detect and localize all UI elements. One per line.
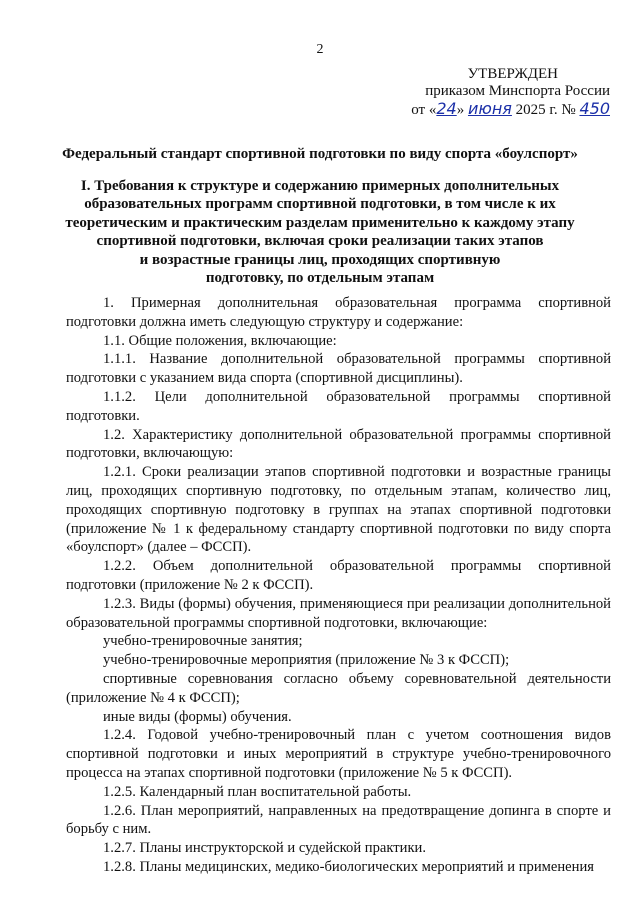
paragraph: 1.2.3. Виды (формы) обучения, применяющиеся при реализации дополнительной образовательной программы спортивной подготовки, включающие:: [66, 595, 611, 631]
paragraph: иные виды (формы) обучения.: [103, 708, 292, 725]
approval-year: 2025 г. №: [515, 102, 576, 118]
section-title-line: теоретическим и практическим разделам применительно к каждому этапу: [65, 214, 575, 231]
paragraph: 1.2. Характеристику дополнительной образовательной программы спортивной подготовки, включающую:: [66, 426, 611, 462]
paragraph: 1.1.1. Название дополнительной образовательной программы спортивной подготовки с указанием вида спорта (спортивной дисциплины).: [66, 351, 611, 387]
section-title-line: образовательных программ спортивной подготовки, в том числе к их: [84, 196, 556, 213]
section-title: [50, 177, 590, 287]
approval-close-quote: »: [456, 102, 465, 118]
paragraph: 1.1.2. Цели дополнительной образовательной программы спортивной подготовки.: [66, 388, 611, 424]
paragraph: 1.2.1. Сроки реализации этапов спортивной подготовки и возрастные границы лиц, проходящих спортивную подготовку, по отдельным этапам, количество лиц, проходящих спортивную подготовку в группах на этапах спортивной подготовки (приложение № 1 к федеральному стандарту спортивной подготовки по виду спорта «боулспорт» (далее – ФССП).: [66, 464, 611, 556]
section-title-line: и возрастные границы лиц, проходящих спортивную: [139, 251, 501, 268]
page-number: 2: [316, 42, 324, 57]
approval-from: от «: [411, 102, 437, 118]
document-body: [66, 294, 611, 877]
paragraph: 1.2.5. Календарный план воспитательной работы.: [103, 783, 412, 800]
paragraph: учебно-тренировочные мероприятия (приложение № 3 к ФССП);: [103, 652, 510, 669]
paragraph: 1. Примерная дополнительная образовательная программа спортивной подготовки должна иметь следующую структуру и содержание:: [66, 295, 611, 330]
handwritten-order-number: 450: [579, 99, 610, 118]
paragraph: 1.2.6. План мероприятий, направленных на предотвращение допинга в спорте и борьбу с ним.: [66, 802, 611, 838]
paragraph: учебно-тренировочные занятия;: [103, 633, 303, 650]
paragraph: 1.1. Общие положения, включающие:: [103, 332, 337, 349]
paragraph: 1.2.2. Объем дополнительной образовательной программы спортивной подготовки (приложение № 2 к ФССП).: [66, 558, 611, 593]
paragraph: 1.2.7. Планы инструкторской и судейской практики.: [103, 840, 426, 857]
approval-order-line: приказом Минспорта России: [425, 83, 610, 99]
handwritten-day: 24: [436, 99, 457, 118]
approval-title: УТВЕРЖДЕН: [467, 66, 558, 82]
paragraph: 1.2.8. Планы медицинских, медико-биологических мероприятий и применения: [103, 858, 594, 875]
section-title-line: подготовку, по отдельным этапам: [205, 270, 435, 287]
handwritten-month: июня: [467, 99, 512, 118]
paragraph: 1.2.4. Годовой учебно-тренировочный план с учетом соотношения видов спортивной подготовки и иных мероприятий в структуре учебно-тренировочного процесса на этапах спортивной подготовки (приложение № 5 к ФССП).: [66, 727, 611, 781]
approval-block: [411, 66, 610, 119]
paragraph: спортивные соревнования согласно объему соревновательной деятельности (приложение № 4 к ФССП);: [66, 670, 611, 706]
approval-date-line: [411, 100, 610, 119]
standard-title: Федеральный стандарт спортивной подготовки по виду спорта «боулспорт»: [62, 146, 578, 162]
section-title-line: спортивной подготовки, включая сроки реализации таких этапов: [96, 233, 544, 250]
section-title-line: I. Требования к структуре и содержанию примерных дополнительных: [80, 178, 560, 194]
